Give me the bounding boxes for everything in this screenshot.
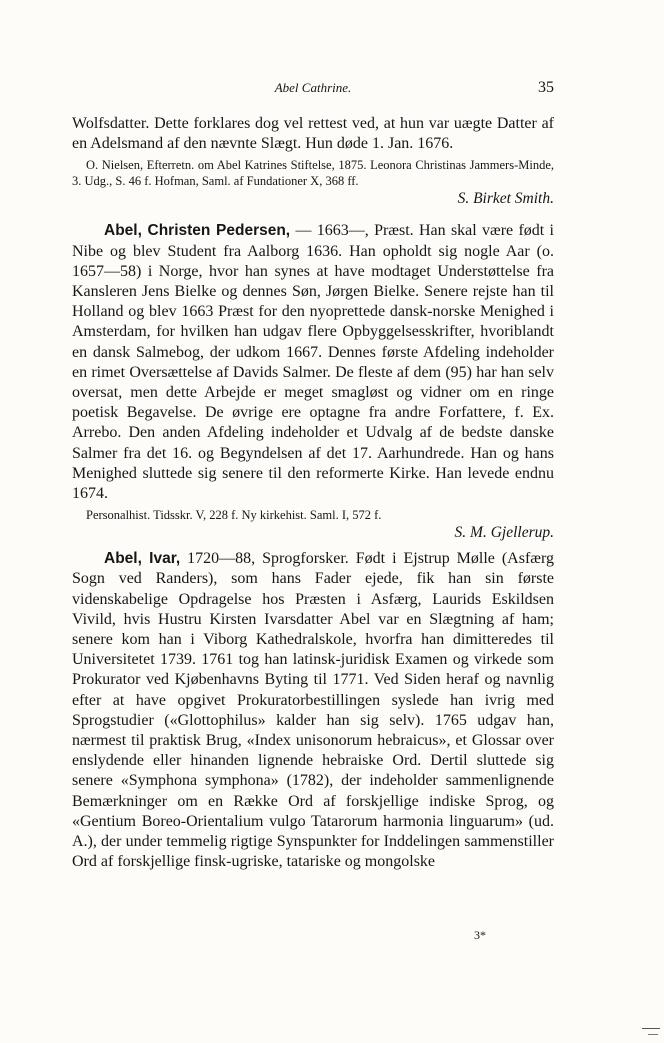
running-header — [72, 79, 554, 101]
entry-christen-pedersen — [72, 221, 554, 504]
page-number: 35 — [538, 79, 554, 96]
page-body — [72, 114, 554, 873]
running-title: Abel Cathrine. — [274, 80, 352, 95]
entry-ivar — [72, 549, 554, 872]
signature-mark: 3* — [474, 928, 486, 942]
entry-references: O. Nielsen, Efterretn. om Abel Katrines Stiftelse, 1875. Leonora Christinas Jammers-Minde, 3. Udg., S. 46 f. Hofman, Saml. af Fundationer X, 368 ff. — [72, 158, 554, 189]
entry-author-signature: S. M. Gjellerup. — [454, 524, 554, 542]
entry-text: — 1663—, Præst. Han skal være født i Nibe og blev Student fra Aalborg 1636. Han opholdt sig nogle Aar (o. 1657—58) i Norge, hvor han synes at have modtaget Understøttelse fra Kansleren Jens Bielke og dennes Søn, Jørgen Bielke. Senere rejste han til Holland og blev 1663 Præst for den nyoprettede dansk-norske Menighed i Amsterdam, for hvilken han udgav flere Opbyggelsesskrifter, hvoriblandt en dansk Salmebog, der udkom 1667. Dennes første Afdeling indeholder en rimet Oversættelse af Davids Salmer. De fleste af dem (95) har han selv oversat, men dette Arbejde er meget smagløst og vidner om en ringe poetisk Begavelse. De øvrige ere optagne fra andre Forfattere, f. Ex. Arrebo. Den anden Afdeling indeholder et Udvalg af de bedste danske Salmer fra det 16. og Begyndelsen af det 17. Aarhundrede. Han og hans Menighed sluttede sig senere til den reformerte Kirke. Han levede endnu 1674. — [72, 222, 554, 503]
page-edge-mark — [648, 1034, 658, 1035]
entry-continuation-text: Wolfsdatter. Dette forklares dog vel rettest ved, at hun var uægte Datter af en Adelsmand af den nævnte Slægt. Hun døde 1. Jan. 1676. — [72, 115, 554, 153]
entry-references: Personalhist. Tidsskr. V, 228 f. Ny kirkehist. Saml. I, 572 f. — [86, 508, 382, 523]
entry-headword: Abel, Ivar, — [104, 550, 181, 568]
entry-author-signature: S. Birket Smith. — [457, 190, 554, 208]
entry-headword: Abel, Christen Pedersen, — [104, 222, 291, 240]
entry-text: 1720—88, Sprogforsker. Født i Ejstrup Mølle (Asfærg Sogn ved Randers), som hans Fader ejede, fik han sin første videnskabelige Opdragelse hos Præsten i Asfærg, Laurids Eskildsen Vivild, hvis Hustru Kirsten Ivarsdatter Abel var en Slægtning af ham; senere kom han i Viborg Kathedralskole, hvorfra han dimitteredes til Universitetet 1739. 1761 tog han latinsk-juridisk Examen og virkede som Prokurator ved Kjøbenhavns Byting til 1771. Ved Siden heraf og navnlig efter at have opgivet Prokuratorbestillingen syslede han ivrig med Sprogstudier («Glottophilus» kalder han sig selv). 1765 udgav han, nærmest til praktisk Brug, «Index unisonorum hebraicus», et Glossar over enslydende eller hinanden lignende hebraiske Ord. Dertil sluttede sig senere «Symphona symphona» (1782), der indeholder sammenlignende Bemærkninger om en Række Ord af forskjellige indiske Sprog, og «Gentium Boreo-Orientalium vulgo Tatarorum harmonia linguarum» (ud. A.), der under temmelig rigtige Synspunkter for Inddelingen sammenstiller Ord af forskjellige finsk-ugriske, tatariske og mongolske — [72, 550, 555, 871]
page-edge-mark — [642, 1028, 660, 1029]
